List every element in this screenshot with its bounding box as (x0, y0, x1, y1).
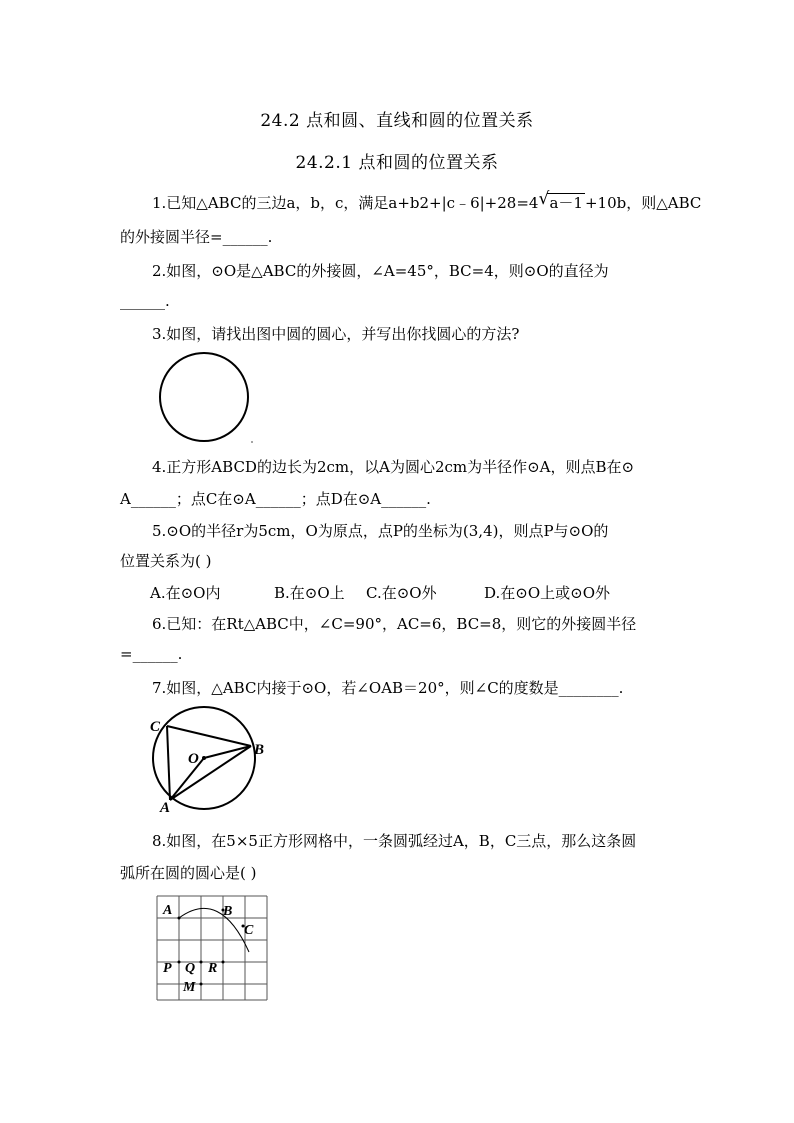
segment-cb (167, 726, 251, 746)
question-8-line-2: 弧所在圆的圆心是( ) (120, 864, 257, 882)
question-1-line-2: 的外接圆半径=______. (120, 228, 273, 246)
page-title: 24.2 点和圆、直线和圆的位置关系 (260, 111, 534, 131)
question-7-figure (140, 704, 280, 816)
question-8-line-1: 8.如图，在5×5正方形网格中，一条圆弧经过A，B，C三点，那么这条圆 (152, 832, 637, 850)
question-6-line-2: =______. (120, 645, 183, 663)
question-3-figure (150, 350, 262, 448)
option-a: A.在⊙O内 (150, 584, 221, 602)
segment-ca (167, 726, 170, 800)
stray-dot (251, 441, 253, 443)
question-6-line-1: 6.已知：在Rt△ABC中，∠C=90°，AC=6，BC=8，则它的外接圆半径 (152, 615, 637, 633)
point-p (178, 961, 181, 964)
label-m: M (183, 980, 196, 995)
sqrt-radicand: a－1 (549, 194, 583, 212)
segment-ab (170, 746, 251, 800)
label-a: A (160, 800, 171, 816)
radical-sign-icon: √ (538, 189, 550, 209)
point-m (200, 983, 203, 986)
question-1-text-b: +10b，则△ABC (584, 194, 702, 212)
question-4-line-2: A______；点C在⊙A______；点D在⊙A______. (120, 490, 431, 508)
label-c: C (150, 719, 161, 735)
question-2-line-2: ______. (120, 292, 170, 310)
question-8-grid-figure (150, 890, 275, 1005)
circular-arc (179, 908, 249, 952)
label-c: C (244, 923, 254, 938)
question-5-line-1: 5.⊙O的半径r为5cm，O为原点，点P的坐标为(3,4)，则点P与⊙O的 (152, 522, 609, 540)
label-b: B (254, 742, 265, 758)
label-b: B (223, 904, 233, 919)
option-d: D.在⊙O上或⊙O外 (484, 584, 610, 602)
label-r: R (208, 961, 218, 976)
point-q (200, 961, 203, 964)
question-4-line-1: 4.正方形ABCD的边长为2cm，以A为圆心2cm为半径作⊙A，则点B在⊙ (152, 458, 635, 476)
label-q: Q (185, 961, 196, 976)
label-o: O (188, 751, 199, 767)
center-point-o (202, 756, 206, 760)
option-b: B.在⊙O上 (274, 584, 345, 602)
question-1-line-1 (152, 189, 702, 213)
plain-circle (160, 353, 248, 441)
question-1-text-a: 1.已知△ABC的三边a，b，c，满足a+b2+|c﹣6|+28=4 (152, 194, 539, 212)
label-a: A (163, 903, 173, 918)
point-a (178, 917, 181, 920)
segment-ob (204, 746, 251, 758)
point-r (222, 961, 225, 964)
question-2-line-1: 2.如图，⊙O是△ABC的外接圆，∠A=45°，BC=4，则⊙O的直径为 (152, 262, 609, 280)
square-grid (157, 896, 267, 1000)
question-3-line-1: 3.如图，请找出图中圆的圆心，并写出你找圆心的方法? (152, 325, 520, 343)
segment-oa (170, 758, 204, 800)
option-c: C.在⊙O外 (366, 584, 437, 602)
label-p: P (163, 961, 172, 976)
sqrt-expression (538, 189, 585, 213)
question-5-line-2: 位置关系为( ) (120, 552, 212, 570)
question-7-line-1: 7.如图，△ABC内接于⊙O，若∠OAB＝20°，则∠C的度数是________. (152, 679, 624, 697)
section-title: 24.2.1 点和圆的位置关系 (295, 153, 499, 173)
